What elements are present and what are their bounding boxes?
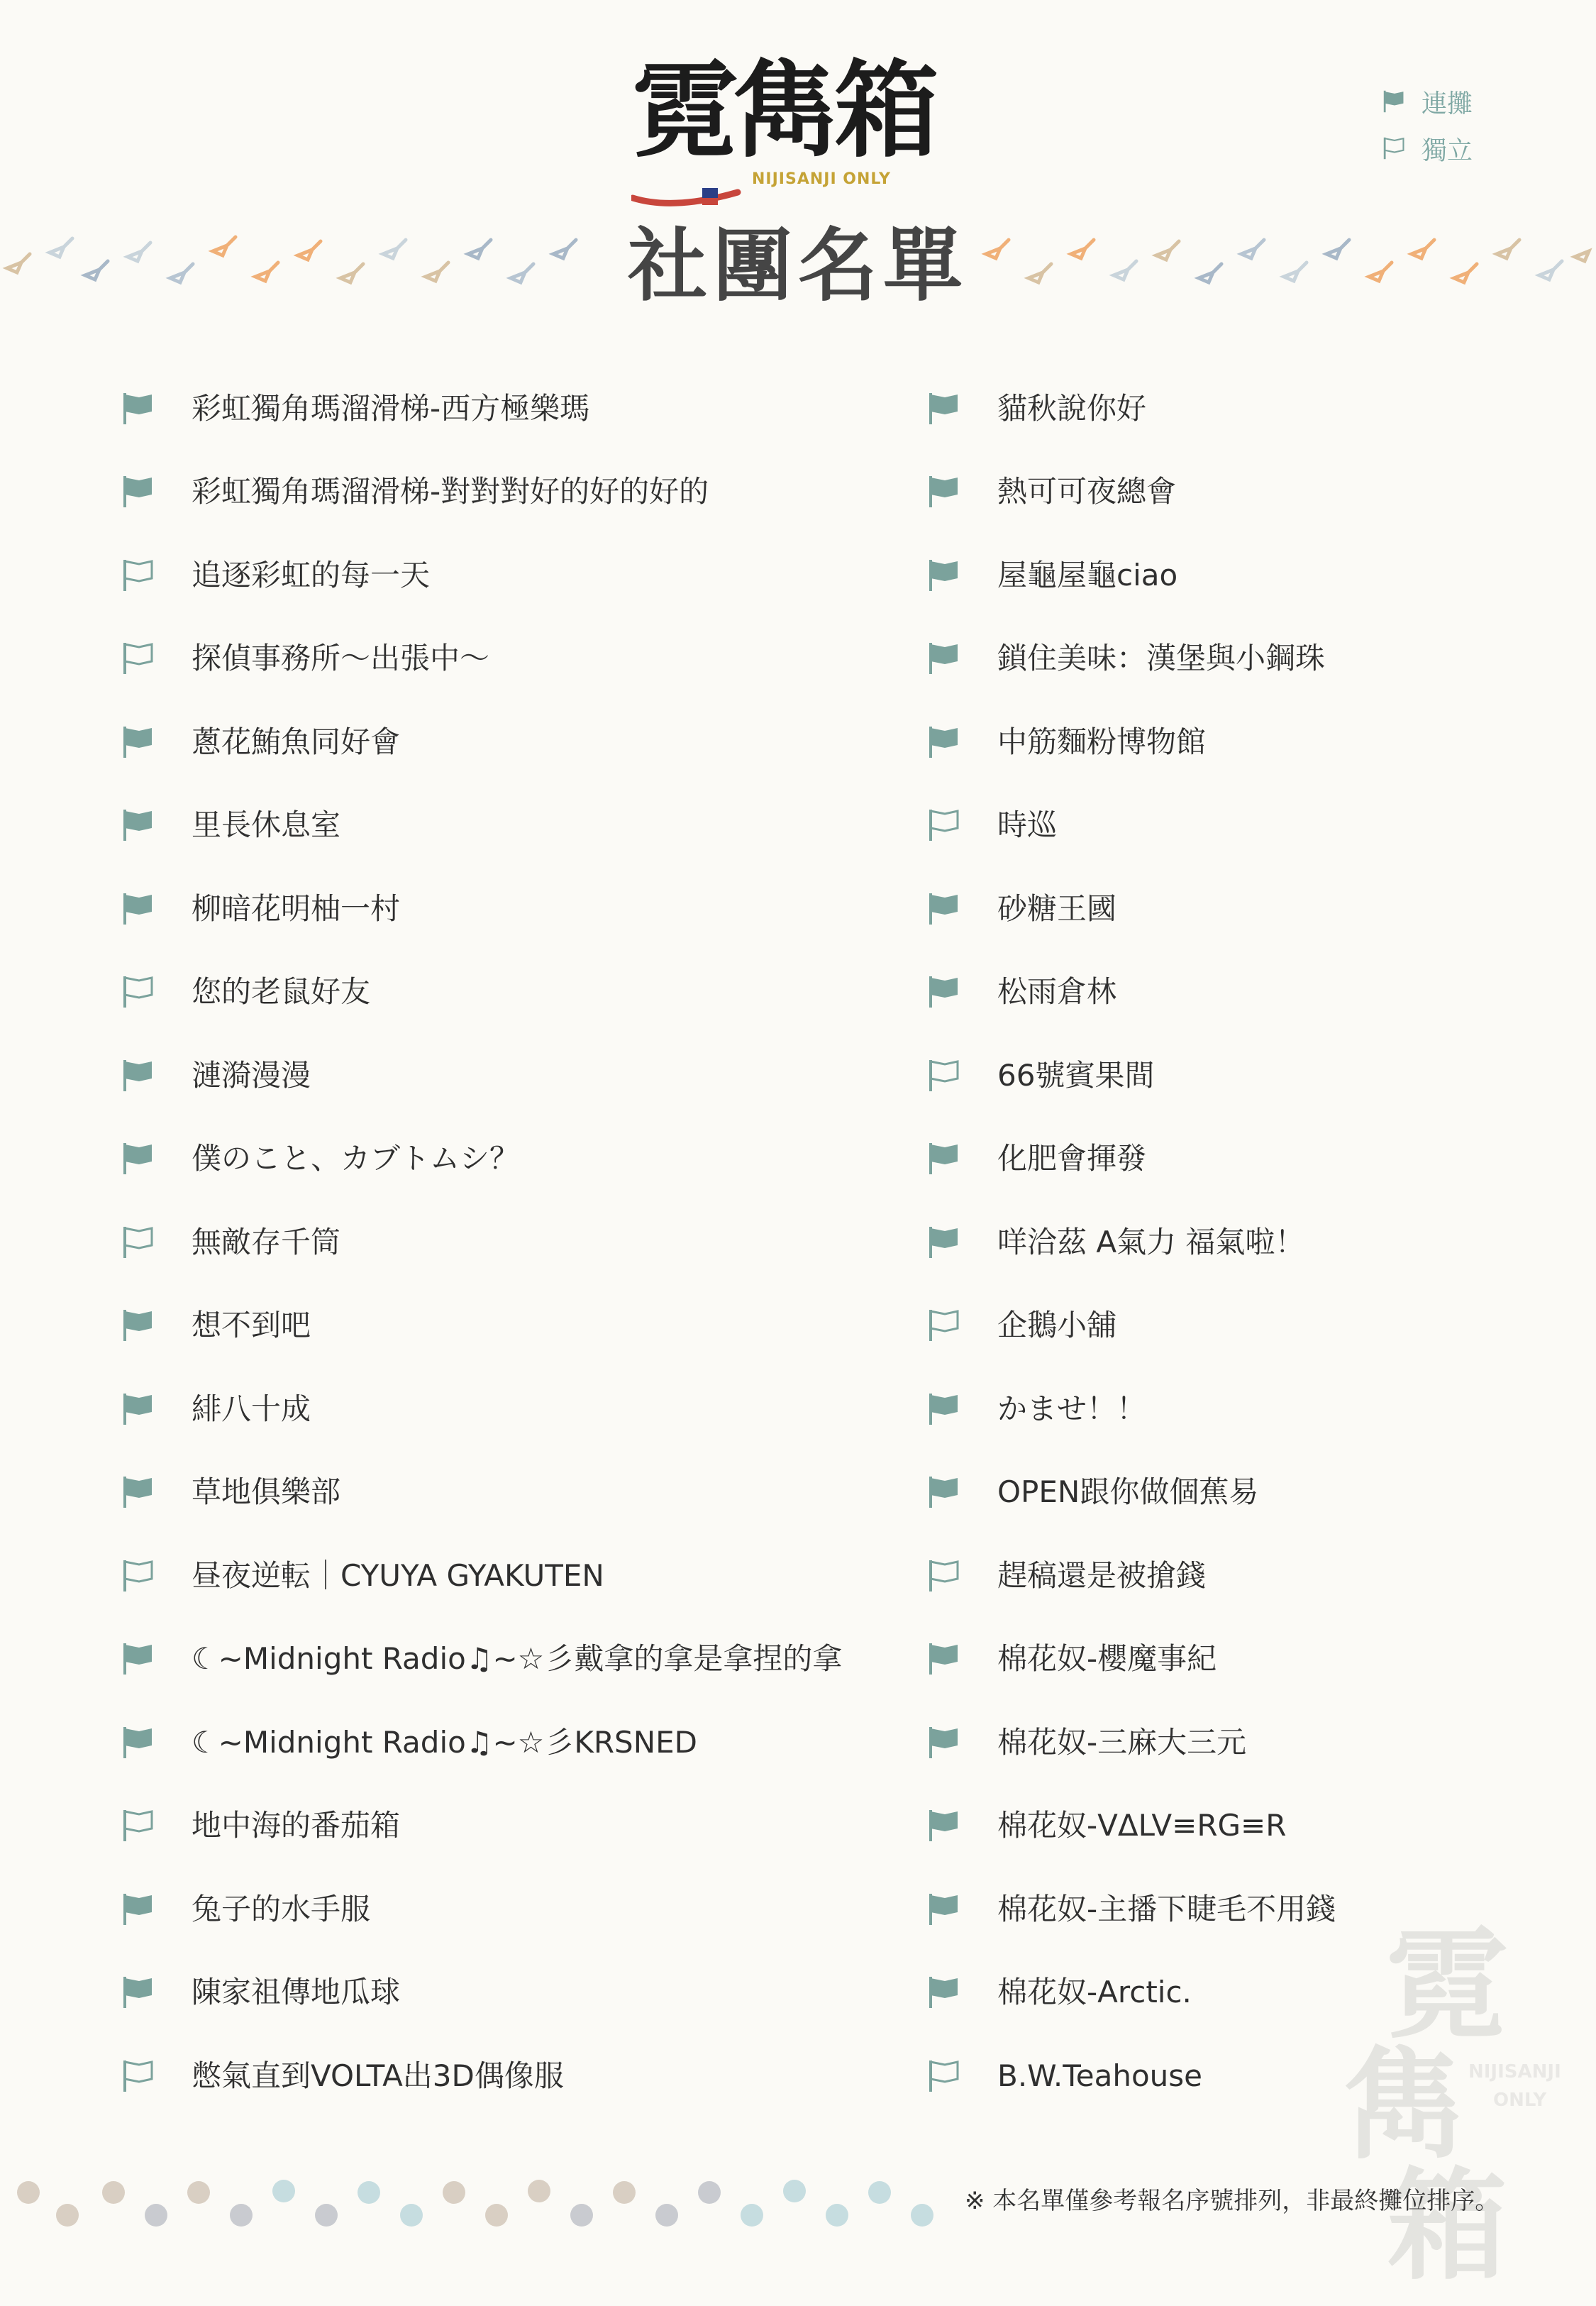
filled-flag-icon — [121, 890, 157, 927]
circle-name: 您的老鼠好友 — [192, 974, 371, 1010]
circle-name: 66號賓果間 — [997, 1057, 1155, 1093]
circle-name: 僕のこと、カブトムシ？ — [192, 1141, 520, 1176]
circle-list-item — [121, 1034, 830, 1118]
filled-flag-icon — [121, 1474, 157, 1511]
watermark-char: 箱 — [1387, 2155, 1508, 2297]
logo-wordmark: 霓雋箱 — [633, 48, 935, 172]
circle-list-item — [121, 1784, 830, 1868]
circle-list-item — [121, 451, 830, 534]
outline-flag-icon — [121, 1557, 157, 1594]
outline-flag-icon — [926, 807, 963, 844]
circle-name: 貓秋說你好 — [997, 390, 1147, 426]
circle-name: 棉花奴-VΔLV≡RG≡R — [997, 1808, 1287, 1843]
circle-name: 熱可可夜總會 — [997, 474, 1177, 509]
filled-flag-icon — [121, 1057, 157, 1094]
circle-name: 昼夜逆転｜CYUYA GYAKUTEN — [192, 1557, 604, 1593]
filled-flag-icon — [121, 1974, 157, 2011]
circle-name: 草地俱樂部 — [192, 1474, 341, 1510]
circle-list-item — [121, 2034, 830, 2118]
circle-list-item — [926, 1201, 1596, 1284]
circle-list-item — [121, 534, 830, 617]
filled-flag-icon — [926, 973, 963, 1010]
circle-name: 時巡 — [997, 807, 1058, 843]
filled-flag-icon — [121, 1724, 157, 1761]
outline-flag-icon — [121, 1807, 157, 1844]
filled-flag-icon — [926, 1640, 963, 1677]
circle-list-item — [121, 1451, 830, 1535]
circle-list-item — [121, 867, 830, 951]
circle-name: 漣漪漫漫 — [192, 1057, 311, 1093]
circle-list-item — [121, 1118, 830, 1201]
circle-name: 松雨倉林 — [997, 974, 1117, 1010]
circle-list-item — [926, 1784, 1596, 1868]
watermark-sub: NIJISANJI — [1468, 2061, 1561, 2082]
circle-list-item — [926, 1534, 1596, 1618]
circle-name: 企鵝小舖 — [997, 1308, 1117, 1343]
outline-flag-icon — [121, 973, 157, 1010]
legend-label-solo: 獨立 — [1422, 136, 1473, 165]
circle-name: 彩虹獨角瑪溜滑梯-西方極樂瑪 — [192, 390, 590, 426]
circle-list-item — [121, 1868, 830, 1951]
filled-flag-icon — [926, 1891, 963, 1928]
filled-flag-icon — [926, 1391, 963, 1428]
circle-name: 探偵事務所～出張中～ — [192, 641, 490, 676]
logo-subtitle: NIJISANJI ONLY — [752, 170, 891, 188]
filled-flag-icon — [121, 724, 157, 761]
outline-flag-icon — [121, 1224, 157, 1261]
circle-name: 蔥花鮪魚同好會 — [192, 724, 401, 759]
filled-flag-icon — [121, 1391, 157, 1428]
outline-flag-icon — [121, 640, 157, 677]
legend-item-joint — [1382, 78, 1473, 125]
filled-flag-icon — [926, 473, 963, 510]
circle-list-item — [926, 617, 1596, 701]
circle-list-right — [926, 367, 1596, 2118]
filled-flag-icon — [926, 1474, 963, 1511]
circle-list-item — [121, 1618, 843, 1701]
circle-list-item — [926, 1284, 1596, 1368]
circle-name: かませ！！ — [997, 1391, 1147, 1426]
circle-list-item — [121, 1951, 830, 2035]
watermark-char: 霓 — [1387, 1914, 1508, 2056]
circle-name: 緋八十成 — [192, 1391, 311, 1426]
legend-item-solo — [1382, 125, 1473, 172]
circle-name: 地中海的番茄箱 — [192, 1808, 401, 1843]
filled-flag-icon — [121, 1140, 157, 1177]
circle-name: B.W.Teahouse — [997, 2058, 1202, 2093]
circle-name: 棉花奴-Arctic. — [997, 1975, 1192, 2010]
circle-name: 憋氣直到VOLTA出3D偶像服 — [192, 2058, 564, 2093]
circle-list-item — [926, 1451, 1596, 1535]
circle-list-left — [121, 367, 843, 2118]
circle-name: 棉花奴-櫻魔事紀 — [997, 1641, 1217, 1677]
filled-flag-icon — [926, 890, 963, 927]
filled-flag-icon — [926, 1224, 963, 1261]
circle-list-item — [121, 617, 830, 701]
circle-list-item — [121, 700, 830, 784]
circle-list-item — [926, 367, 1596, 451]
filled-flag-icon — [926, 557, 963, 594]
circle-list-item — [926, 534, 1596, 617]
circle-list-item — [926, 451, 1596, 534]
filled-flag-icon — [121, 1891, 157, 1928]
filled-flag-icon — [926, 1974, 963, 2011]
filled-flag-icon — [121, 473, 157, 510]
outline-flag-icon — [121, 557, 157, 594]
circle-list-item — [926, 1701, 1596, 1784]
circle-list-item — [926, 867, 1596, 951]
filled-flag-icon — [926, 640, 963, 677]
outline-flag-icon — [926, 1557, 963, 1594]
circle-list-item — [121, 1201, 830, 1284]
footprint-dots-icon — [0, 2171, 951, 2249]
circle-name: 兔子的水手服 — [192, 1891, 371, 1926]
circle-name: 想不到吧 — [192, 1308, 311, 1343]
circle-list-item — [926, 700, 1596, 784]
filled-flag-icon — [926, 1807, 963, 1844]
circle-list-item — [121, 1284, 830, 1368]
page-title: 社團名單 — [628, 220, 968, 312]
circle-name: 棉花奴-三麻大三元 — [997, 1724, 1247, 1760]
circle-name: OPEN跟你做個蕉易 — [997, 1474, 1259, 1510]
circle-name: 趕稿還是被搶錢 — [997, 1557, 1207, 1593]
circle-name: 里長休息室 — [192, 807, 341, 843]
outline-flag-icon — [121, 2058, 157, 2095]
circle-list-item — [121, 951, 830, 1035]
circle-list-item — [926, 1367, 1596, 1451]
outline-flag-icon — [1382, 136, 1407, 161]
circle-list-item — [926, 1118, 1596, 1201]
circle-list-item — [121, 367, 830, 451]
circle-name: 化肥會揮發 — [997, 1141, 1147, 1176]
circle-list-item — [926, 1618, 1596, 1701]
circle-list-item — [926, 1034, 1596, 1118]
circle-list-item — [121, 1367, 830, 1451]
outline-flag-icon — [926, 1057, 963, 1094]
circle-list-item — [121, 1534, 830, 1618]
filled-flag-icon — [926, 724, 963, 761]
circle-name: 屋龜屋龜ciao — [997, 557, 1178, 592]
outline-flag-icon — [926, 2058, 963, 2095]
circle-name: 砂糖王國 — [997, 890, 1117, 926]
circle-name: 中筋麵粉博物館 — [997, 724, 1207, 759]
circle-list-item — [121, 784, 830, 868]
legend — [1382, 78, 1473, 172]
circle-name: 彩虹獨角瑪溜滑梯-對對對好的好的好的 — [192, 474, 709, 509]
filled-flag-icon — [926, 1724, 963, 1761]
circle-name: 追逐彩虹的每一天 — [192, 557, 431, 592]
watermark-char: 雋 — [1344, 2034, 1465, 2176]
circle-list-item — [926, 784, 1596, 868]
circle-name: ☾~Midnight Radio♫~☆彡戴拿的拿是拿捏的拿 — [192, 1641, 843, 1677]
circle-name: 棉花奴-主播下睫毛不用錢 — [997, 1891, 1336, 1926]
filled-flag-icon — [926, 1140, 963, 1177]
filled-flag-icon — [121, 1307, 157, 1344]
circle-name: 陳家祖傳地瓜球 — [192, 1975, 401, 2010]
circle-name: 柳暗花明柚一村 — [192, 890, 401, 926]
watermark-sub: ONLY — [1493, 2090, 1547, 2111]
footnote: ※ 本名單僅參考報名序號排列，非最終攤位排序。 — [965, 2187, 1500, 2215]
legend-label-joint: 連攤 — [1422, 89, 1473, 118]
circle-name: 無敵存千筒 — [192, 1224, 341, 1259]
filled-flag-icon — [1382, 89, 1407, 114]
outline-flag-icon — [926, 1307, 963, 1344]
filled-flag-icon — [121, 390, 157, 427]
filled-flag-icon — [121, 807, 157, 844]
filled-flag-icon — [926, 390, 963, 427]
circle-name: 鎖住美味：漢堡與小鋼珠 — [997, 641, 1326, 676]
circle-name: ☾~Midnight Radio♫~☆彡KRSNED — [192, 1724, 697, 1760]
circle-name: 咩洽茲 A氣力 福氣啦！ — [997, 1224, 1305, 1259]
filled-flag-icon — [121, 1640, 157, 1677]
circle-list-item — [121, 1701, 830, 1784]
logo — [624, 50, 943, 192]
logo-swoosh — [631, 188, 745, 209]
circle-list-item — [926, 951, 1596, 1035]
